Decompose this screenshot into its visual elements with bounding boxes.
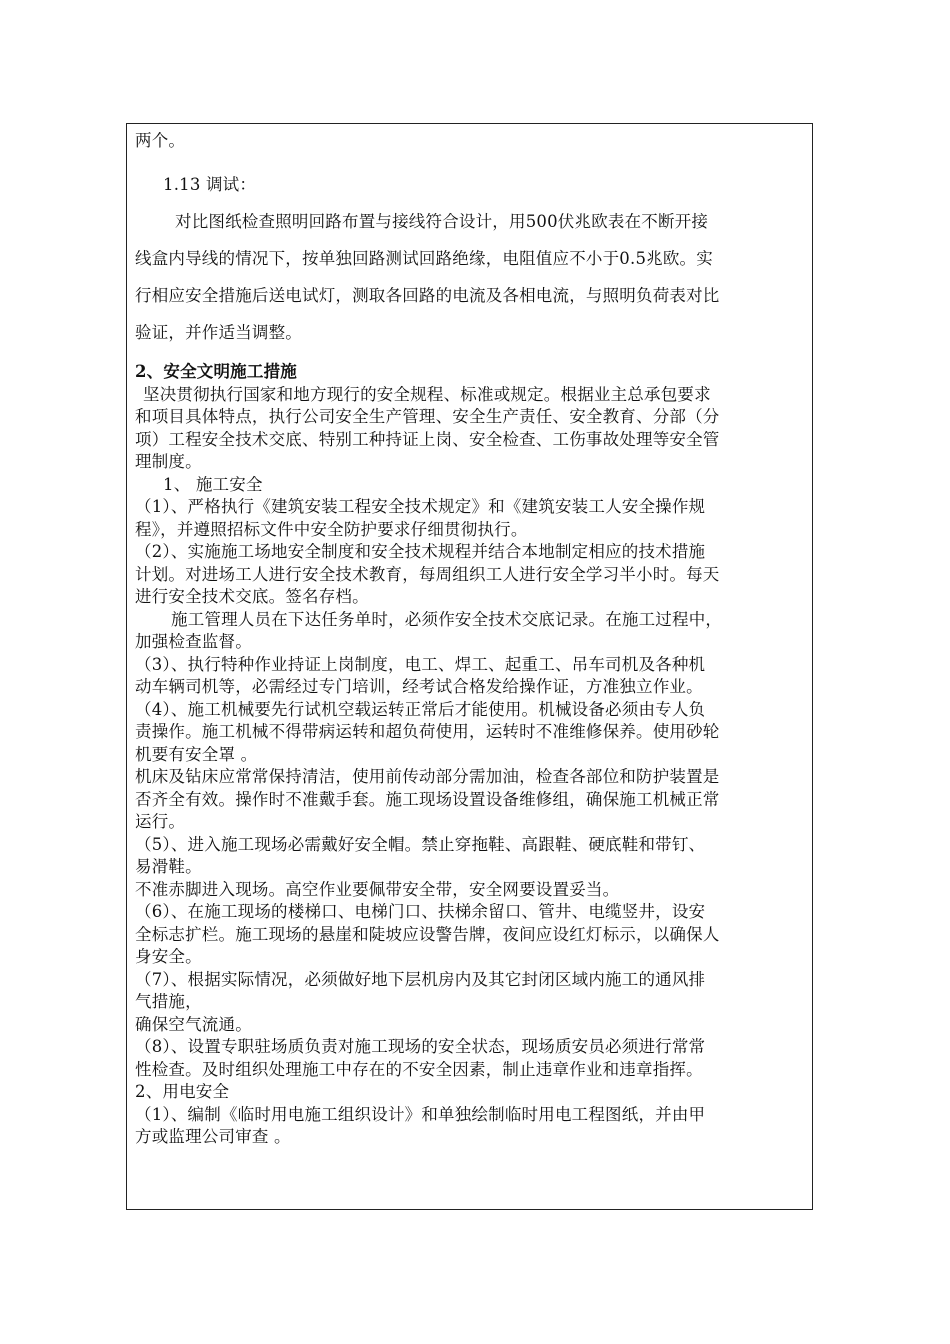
text-line: 确保空气流通。 — [135, 1014, 252, 1034]
text-line: 项）工程安全技术交底、特别工种持证上岗、安全检查、工伤事故处理等安全管 — [135, 429, 720, 449]
text-line: （7）、根据实际情况，必须做好地下层机房内及其它封闭区域内施工的通风排 — [135, 969, 706, 989]
text-line: 机要有安全罩 。 — [135, 744, 258, 764]
text-line: （1）、编制《临时用电施工组织设计》和单独绘制临时用电工程图纸，并由甲 — [135, 1104, 706, 1124]
text-line: 责操作。施工机械不得带病运转和超负荷使用，运转时不准维修保养。使用砂轮 — [135, 722, 720, 741]
text-line: 对比图纸检查照明回路布置与接线符合设计，用500伏兆欧表在不断开接 — [175, 212, 709, 231]
text-line: 全标志扩栏。施工现场的悬崖和陡坡应设警告牌，夜间应设红灯标示，以确保人 — [135, 924, 720, 944]
text-line: （2）、实施施工场地安全制度和安全技术规程并结合本地制定相应的技术措施 — [135, 542, 706, 561]
text-line: 两个。 — [135, 131, 186, 150]
text-line: 计划。对进场工人进行安全技术教育，每周组织工人进行安全学习半小时。每天 — [135, 564, 720, 584]
document-frame — [126, 123, 813, 1210]
text-line: 施工管理人员在下达任务单时，必须作安全技术交底记录。在施工过程中， — [171, 609, 723, 629]
body-block — [135, 384, 802, 1149]
text-line: 动车辆司机等，必需经过专门培训，经考试合格发给操作证，方准独立作业。 — [135, 677, 703, 696]
text-line: 机床及钻床应常常保持清洁，使用前传动部分需加油，检查各部位和防护装置是 — [135, 767, 720, 786]
text-line: 线盒内导线的情况下，按单独回路测试回路绝缘，电阻值应不小于0.5兆欧。实 — [135, 249, 713, 268]
text-line: 身安全。 — [135, 947, 202, 966]
text-line: 行相应安全措施后送电试灯，测取各回路的电流及各相电流，与照明负荷表对比 — [135, 286, 720, 305]
text-line: 理制度。 — [135, 452, 202, 471]
text-line: 性检查。及时组织处理施工中存在的不安全因素，制止违章作业和违章指挥。 — [135, 1059, 703, 1079]
text-line: 程》，并遵照招标文件中安全防护要求仔细贯彻执行。 — [135, 519, 528, 539]
text-line: 运行。 — [135, 812, 186, 831]
text-line: （6）、在施工现场的楼梯口、电梯门口、扶梯余留口、管井、电缆竖井，设安 — [135, 902, 706, 921]
text-line: 坚决贯彻执行国家和地方现行的安全规程、标准或规定。根据业主总承包要求 — [143, 384, 711, 404]
subsection-title: 1、 施工安全 — [163, 474, 263, 494]
text-line: 方或监理公司审查 。 — [135, 1127, 291, 1146]
text-line: 否齐全有效。操作时不准戴手套。施工现场设置设备维修组，确保施工机械正常 — [135, 789, 720, 809]
text-line: 加强检查监督。 — [135, 632, 252, 651]
text-line: （3）、执行特种作业持证上岗制度，电工、焊工、起重工、吊车司机及各种机 — [135, 654, 706, 674]
text-line: 和项目具体特点，执行公司安全生产管理、安全生产责任、安全教育、分部（分 — [135, 407, 720, 426]
text-line: 不准赤脚进入现场。高空作业要佩带安全带，安全网要设置妥当。 — [135, 879, 620, 899]
top-block — [135, 130, 802, 351]
subsection-title: 2、用电安全 — [135, 1082, 230, 1101]
text-line: （4）、施工机械要先行试机空载运转正常后才能使用。机械设备必须由专人负 — [135, 699, 706, 719]
text-line: （5）、进入施工现场必需戴好安全帽。禁止穿拖鞋、高跟鞋、硬底鞋和带钉、 — [135, 834, 706, 854]
text-line: （8）、设置专职驻场质负责对施工现场的安全状态，现场质安员必须进行常常 — [135, 1037, 706, 1056]
text-line: 验证，并作适当调整。 — [135, 323, 302, 342]
subsection-title: 1.13 调试： — [163, 175, 257, 194]
text-line: 气措施， — [135, 992, 202, 1011]
text-line: 进行安全技术交底。签名存档。 — [135, 587, 369, 606]
text-line: （1）、严格执行《建筑安装工程安全技术规定》和《建筑安装工人安全操作规 — [135, 497, 706, 516]
text-line: 易滑鞋。 — [135, 857, 202, 876]
section-heading: 2、安全文明施工措施 — [135, 362, 297, 381]
